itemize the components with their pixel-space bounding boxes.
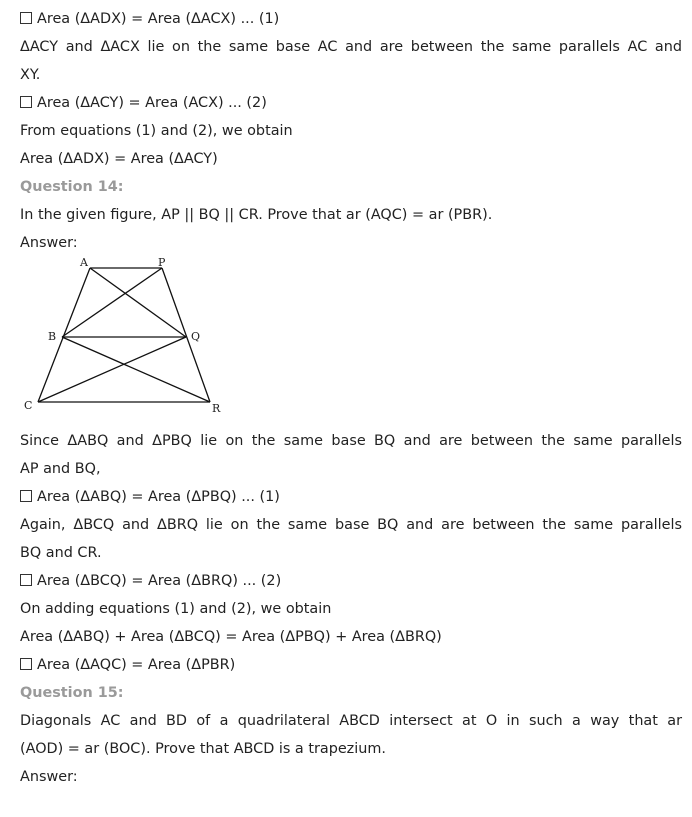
therefore-symbol-box	[20, 658, 32, 670]
question-15-heading: Question 15:	[20, 685, 124, 701]
equation-line: Area (ΔAQC) = Area (ΔPBR)	[20, 651, 682, 679]
line-br	[62, 337, 210, 402]
line-cq	[38, 337, 186, 402]
text-line: XY.	[20, 67, 41, 83]
therefore-symbol-box	[20, 574, 32, 586]
equation-line: Area (ΔADX) = Area (ΔACY)	[20, 151, 218, 167]
therefore-symbol-box	[20, 490, 32, 502]
equation-line: Area (ΔADX) = Area (ΔACX) ... (1)	[20, 5, 682, 33]
answer-label: Answer:	[20, 235, 78, 251]
line-pr	[162, 268, 210, 402]
equation-line: Area (ΔACY) = Area (ACX) ... (2)	[20, 89, 682, 117]
text-line: Again, ΔBCQ and ΔBRQ lie on the same base BQ and are between the same parallels	[20, 517, 682, 533]
equation-line: Area (ΔABQ) + Area (ΔBCQ) = Area (ΔPBQ) + Area (ΔBRQ)	[20, 629, 442, 645]
line-aq	[90, 268, 186, 337]
question-15-text: Diagonals AC and BD of a quadrilateral ABCD intersect at O in such a way that ar	[20, 713, 682, 729]
vertex-label-p: P	[158, 257, 166, 269]
equation-line: Area (ΔBCQ) = Area (ΔBRQ) ... (2)	[20, 567, 682, 595]
text-line: On adding equations (1) and (2), we obtain	[20, 601, 332, 617]
vertex-label-b: B	[48, 330, 57, 343]
figure-svg	[20, 257, 240, 425]
trapezium-figure	[20, 257, 682, 427]
text-line: From equations (1) and (2), we obtain	[20, 123, 293, 139]
question-14-heading: Question 14:	[20, 179, 124, 195]
vertex-label-r: R	[212, 402, 221, 415]
text-line: Since ΔABQ and ΔPBQ lie on the same base BQ and are between the same parallels	[20, 433, 682, 449]
vertex-label-c: C	[24, 399, 33, 412]
vertex-label-a: A	[80, 257, 88, 269]
text-line: BQ and CR.	[20, 545, 102, 561]
text-line: AP and BQ,	[20, 461, 101, 477]
equation-line: Area (ΔABQ) = Area (ΔPBQ) ... (1)	[20, 483, 682, 511]
question-15-text: (AOD) = ar (BOC). Prove that ABCD is a trapezium.	[20, 741, 386, 757]
therefore-symbol-box	[20, 96, 32, 108]
therefore-symbol-box	[20, 12, 32, 24]
vertex-label-q: Q	[191, 330, 201, 343]
document-page	[20, 5, 682, 791]
answer-label: Answer:	[20, 769, 78, 785]
text-line: ΔACY and ΔACX lie on the same base AC and are between the same parallels AC and	[20, 39, 682, 55]
question-14-text: In the given figure, AP || BQ || CR. Prove that ar (AQC) = ar (PBR).	[20, 207, 493, 223]
